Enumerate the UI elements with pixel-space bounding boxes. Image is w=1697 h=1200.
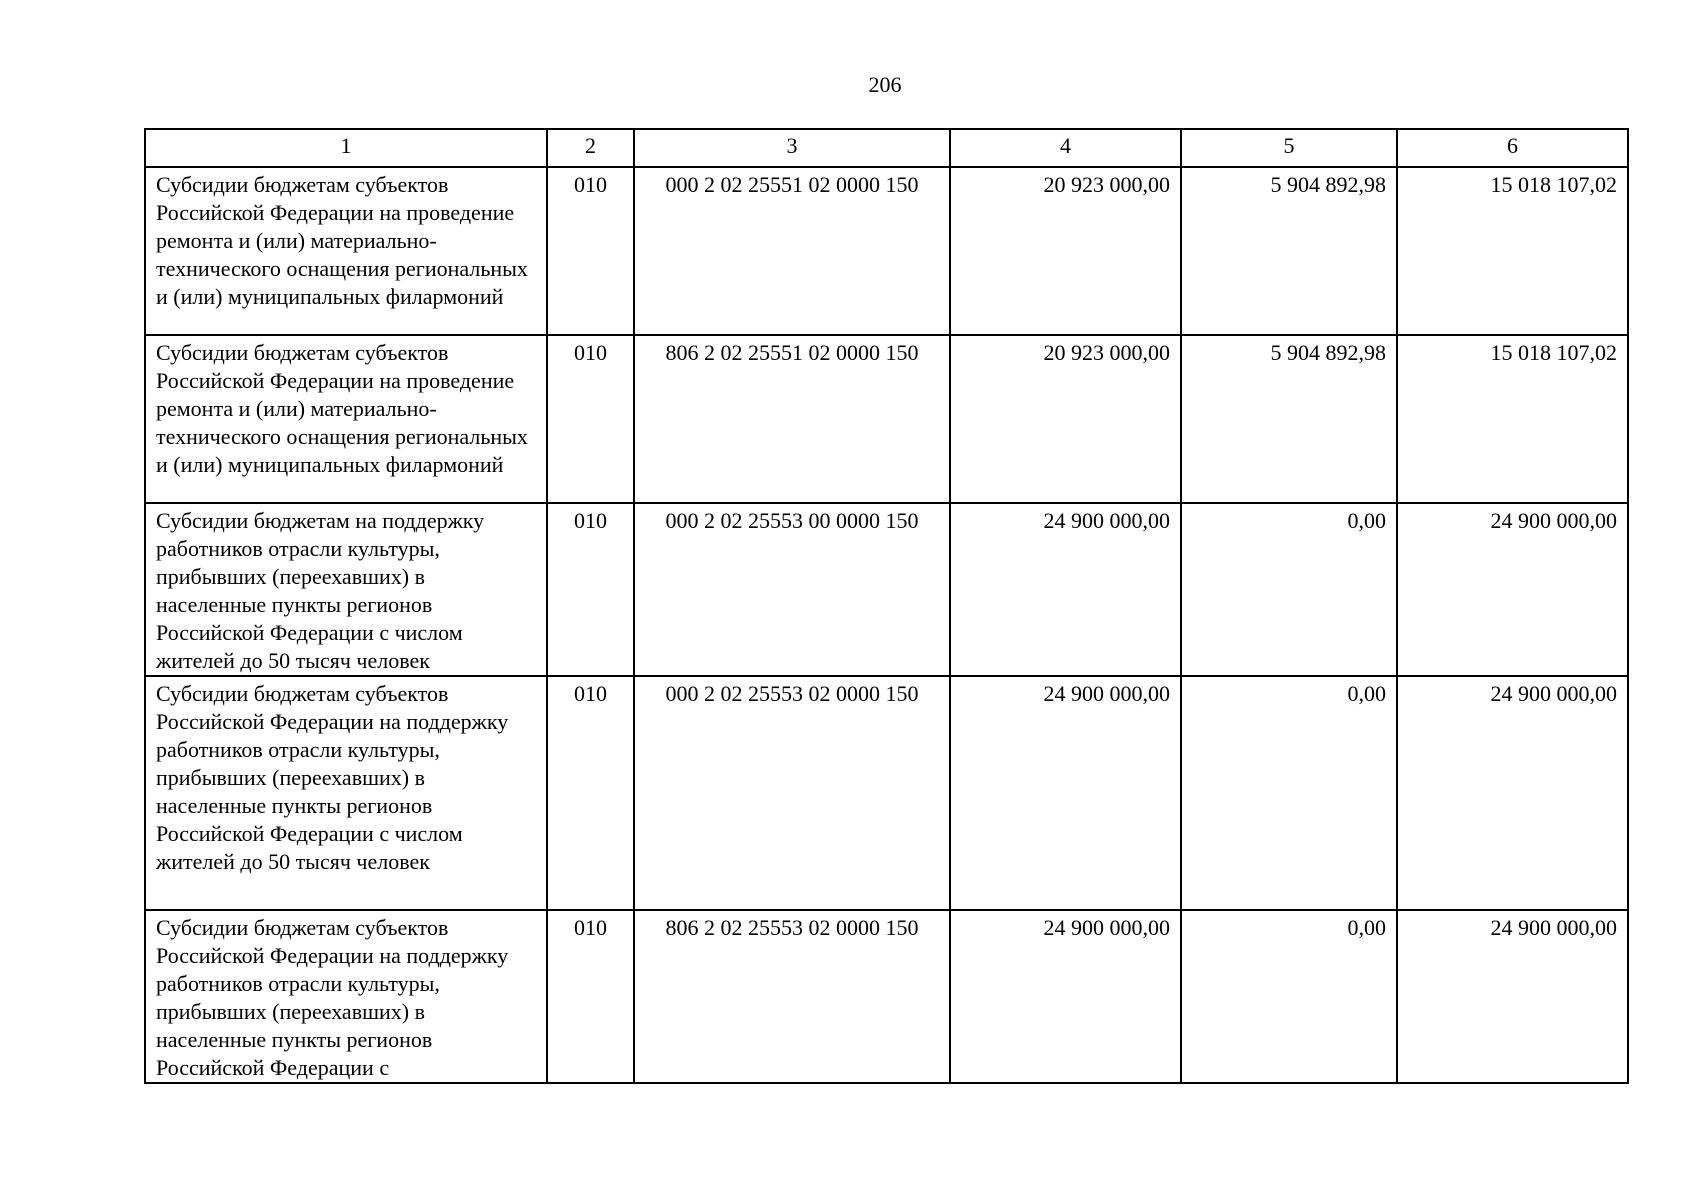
- header-cell-1: 1: [145, 129, 547, 167]
- indicator-name-cell: Субсидии бюджетам на поддержку работников отрасли культуры, прибывших (переехавших) в населенные пункты регионов Российской Федерации с числом жителей до 50 тысяч человек: [145, 503, 547, 676]
- indicator-name-cell: Субсидии бюджетам субъектов Российской Федерации на проведение ремонта и (или) материально-технического оснащения региональных и (или) муниципальных филармоний: [145, 335, 547, 503]
- budget-code-cell: 806 2 02 25553 02 0000 150: [634, 910, 950, 1083]
- executed-amount-cell: 5 904 892,98: [1181, 335, 1397, 503]
- budget-code-cell: 000 2 02 25551 02 0000 150: [634, 167, 950, 335]
- unexecuted-amount-cell: 15 018 107,02: [1397, 167, 1628, 335]
- line-code-cell: 010: [547, 167, 634, 335]
- indicator-name-cell: Субсидии бюджетам субъектов Российской Федерации на поддержку работников отрасли культуры, прибывших (переехавших) в населенные пункты регионов Российской Федерации с числом жителей до 50 тысяч человек: [145, 676, 547, 910]
- indicator-name-cell: Субсидии бюджетам субъектов Российской Федерации на поддержку работников отрасли культуры, прибывших (переехавших) в населенные пункты регионов Российской Федерации с: [145, 910, 547, 1083]
- header-cell-4: 4: [950, 129, 1181, 167]
- indicator-name-cell: Субсидии бюджетам субъектов Российской Федерации на проведение ремонта и (или) материально-технического оснащения региональных и (или) муниципальных филармоний: [145, 167, 547, 335]
- header-cell-3: 3: [634, 129, 950, 167]
- table-row: [145, 676, 1628, 910]
- executed-amount-cell: 0,00: [1181, 676, 1397, 910]
- header-cell-6: 6: [1397, 129, 1628, 167]
- approved-amount-cell: 24 900 000,00: [950, 676, 1181, 910]
- approved-amount-cell: 24 900 000,00: [950, 503, 1181, 676]
- line-code-cell: 010: [547, 910, 634, 1083]
- unexecuted-amount-cell: 15 018 107,02: [1397, 335, 1628, 503]
- executed-amount-cell: 0,00: [1181, 503, 1397, 676]
- budget-code-cell: 806 2 02 25551 02 0000 150: [634, 335, 950, 503]
- executed-amount-cell: 0,00: [1181, 910, 1397, 1083]
- executed-amount-cell: 5 904 892,98: [1181, 167, 1397, 335]
- approved-amount-cell: 20 923 000,00: [950, 335, 1181, 503]
- header-cell-2: 2: [547, 129, 634, 167]
- line-code-cell: 010: [547, 676, 634, 910]
- approved-amount-cell: 20 923 000,00: [950, 167, 1181, 335]
- line-code-cell: 010: [547, 503, 634, 676]
- approved-amount-cell: 24 900 000,00: [950, 910, 1181, 1083]
- budget-code-cell: 000 2 02 25553 02 0000 150: [634, 676, 950, 910]
- unexecuted-amount-cell: 24 900 000,00: [1397, 503, 1628, 676]
- table-header-row: [145, 129, 1628, 167]
- table-row: [145, 167, 1628, 335]
- table-row: [145, 503, 1628, 676]
- header-cell-5: 5: [1181, 129, 1397, 167]
- unexecuted-amount-cell: 24 900 000,00: [1397, 910, 1628, 1083]
- page-number: 206: [868, 72, 902, 97]
- line-code-cell: 010: [547, 335, 634, 503]
- table-row: [145, 335, 1628, 503]
- budget-code-cell: 000 2 02 25553 00 0000 150: [634, 503, 950, 676]
- table-row: [145, 910, 1628, 1083]
- budget-table: [144, 128, 1629, 1084]
- unexecuted-amount-cell: 24 900 000,00: [1397, 676, 1628, 910]
